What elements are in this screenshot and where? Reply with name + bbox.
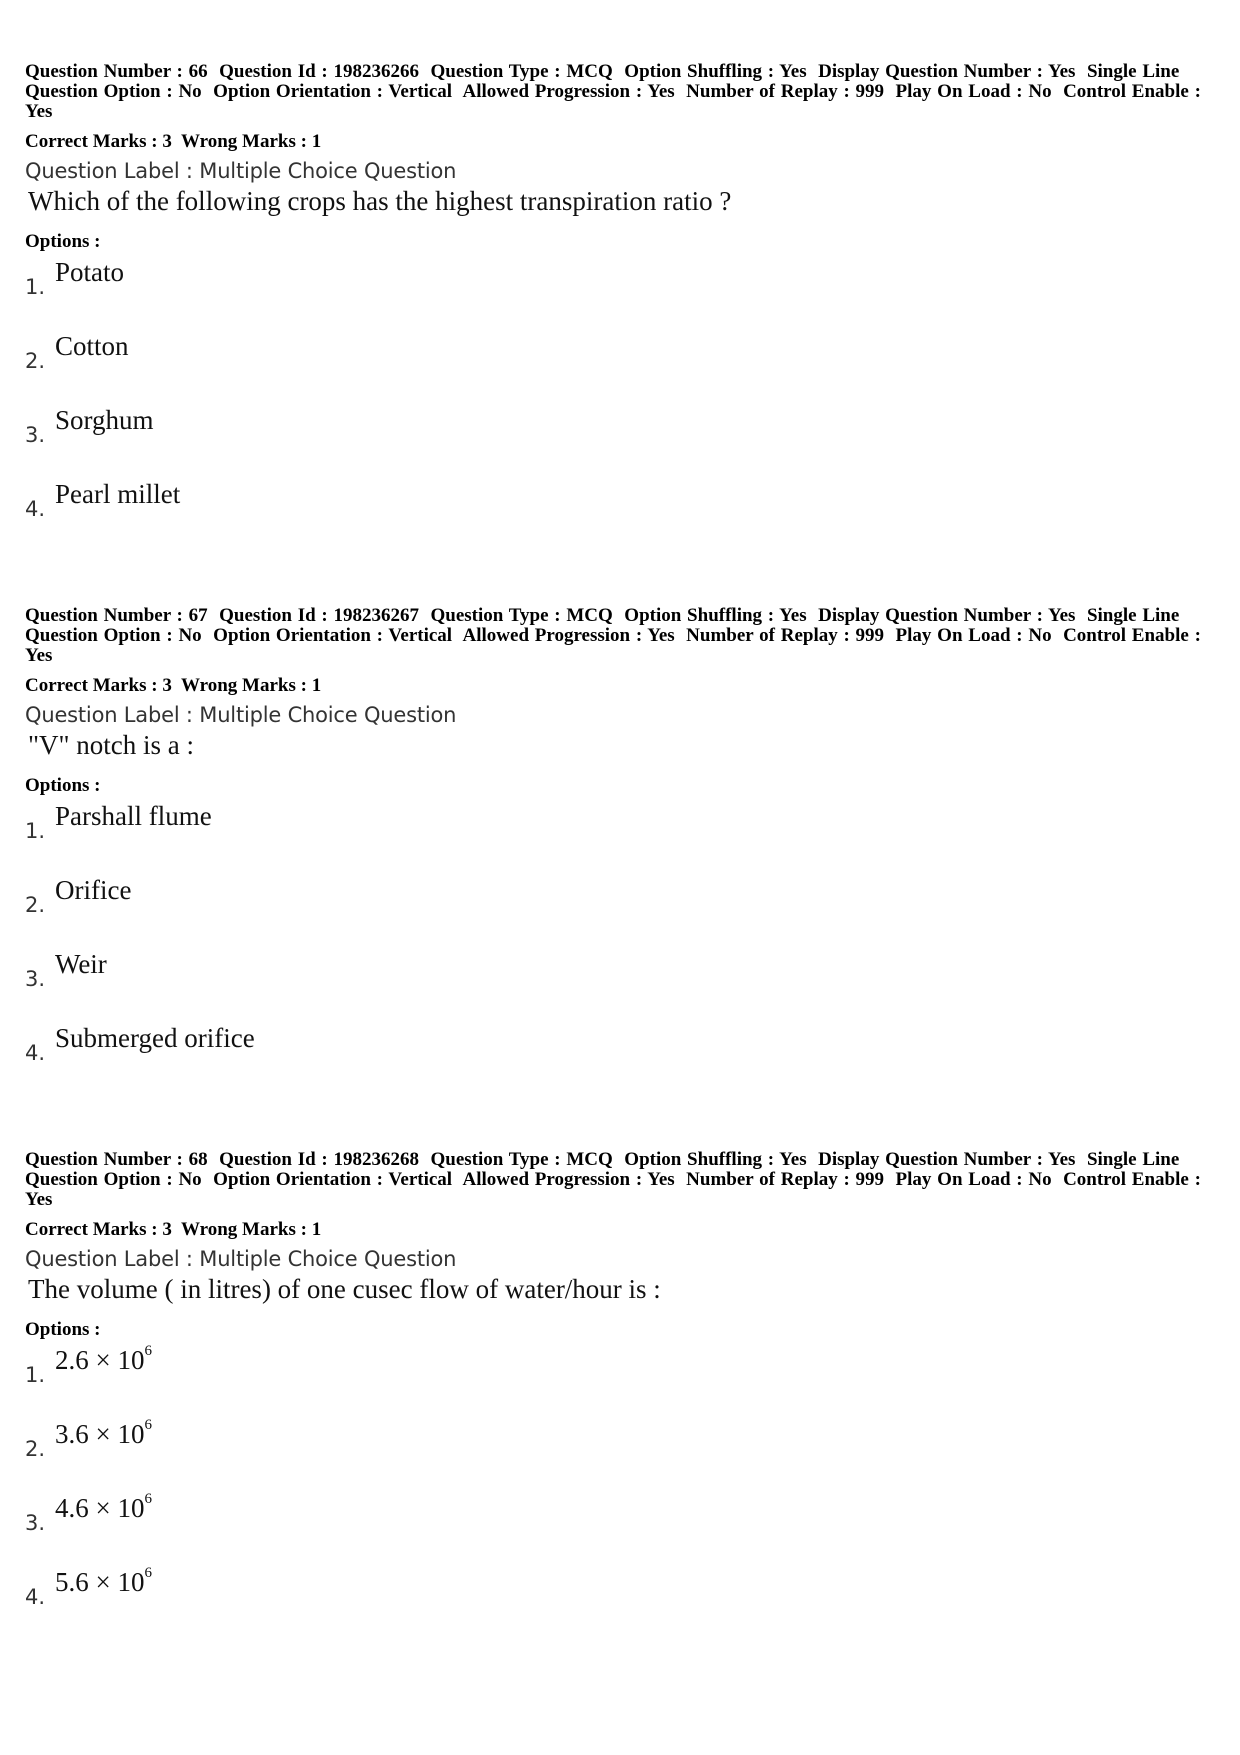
question-marks: Correct Marks : 3 Wrong Marks : 1 (25, 675, 322, 696)
option-2 (25, 1415, 1220, 1489)
option-1 (25, 1341, 1220, 1415)
option-formula (55, 1493, 152, 1524)
question-marks: Correct Marks : 3 Wrong Marks : 1 (25, 1219, 322, 1240)
options-heading: Options : (25, 775, 101, 796)
option-number: 1. (25, 275, 46, 299)
option-1 (25, 797, 1220, 871)
option-text: Orifice (55, 875, 132, 905)
question-text: "V" notch is a : (28, 730, 195, 760)
option-2 (25, 871, 1220, 945)
question-block-66 (25, 62, 1220, 549)
option-number: 3. (25, 967, 46, 991)
question-label: Question Label : Multiple Choice Question (25, 1247, 457, 1271)
option-formula (55, 1419, 152, 1450)
option-number: 1. (25, 819, 46, 843)
question-block-68 (25, 1150, 1220, 1637)
option-text: Potato (55, 257, 125, 287)
formula-base: 5.6 × 10 (55, 1567, 145, 1597)
option-number: 3. (25, 1511, 46, 1535)
option-number: 2. (25, 349, 46, 373)
option-number: 3. (25, 423, 46, 447)
option-number: 4. (25, 1585, 46, 1609)
formula-base: 4.6 × 10 (55, 1493, 145, 1523)
option-3 (25, 1489, 1220, 1563)
formula-exponent: 6 (144, 1565, 152, 1581)
question-meta: Question Number : 68 Question Id : 198236268 Question Type : MCQ Option Shuffling : Yes Display Question Number : Yes Single Line Question Option : No Option Orientation : Vertical Allowed Progression : Yes Number of Replay : 999 Play On Load : No Control Enable : Yes (25, 1149, 1206, 1210)
options-heading: Options : (25, 1319, 101, 1340)
option-1 (25, 253, 1220, 327)
question-label: Question Label : Multiple Choice Question (25, 703, 457, 727)
question-text: Which of the following crops has the highest transpiration ratio ? (28, 186, 732, 216)
option-4 (25, 1563, 1220, 1637)
question-meta: Question Number : 67 Question Id : 198236267 Question Type : MCQ Option Shuffling : Yes Display Question Number : Yes Single Line Question Option : No Option Orientation : Vertical Allowed Progression : Yes Number of Replay : 999 Play On Load : No Control Enable : Yes (25, 605, 1206, 666)
formula-base: 3.6 × 10 (55, 1419, 145, 1449)
option-text: Submerged orifice (55, 1023, 255, 1053)
question-block-67 (25, 606, 1220, 1093)
option-text: Pearl millet (55, 479, 181, 509)
option-text: Sorghum (55, 405, 154, 435)
question-marks: Correct Marks : 3 Wrong Marks : 1 (25, 131, 322, 152)
option-3 (25, 945, 1220, 1019)
options-heading: Options : (25, 231, 101, 252)
option-formula (55, 1345, 152, 1376)
option-number: 4. (25, 1041, 46, 1065)
option-formula (55, 1567, 152, 1598)
option-number: 4. (25, 497, 46, 521)
option-number: 2. (25, 1437, 46, 1461)
formula-exponent: 6 (144, 1491, 152, 1507)
option-3 (25, 401, 1220, 475)
option-number: 1. (25, 1363, 46, 1387)
option-text: Parshall flume (55, 801, 212, 831)
option-2 (25, 327, 1220, 401)
formula-exponent: 6 (144, 1343, 152, 1359)
formula-exponent: 6 (144, 1417, 152, 1433)
question-meta: Question Number : 66 Question Id : 198236266 Question Type : MCQ Option Shuffling : Yes Display Question Number : Yes Single Line Question Option : No Option Orientation : Vertical Allowed Progression : Yes Number of Replay : 999 Play On Load : No Control Enable : Yes (25, 61, 1206, 122)
option-number: 2. (25, 893, 46, 917)
option-4 (25, 1019, 1220, 1093)
question-text: The volume ( in litres) of one cusec flow of water/hour is : (28, 1274, 661, 1304)
option-text: Weir (55, 949, 107, 979)
option-text: Cotton (55, 331, 129, 361)
question-label: Question Label : Multiple Choice Question (25, 159, 457, 183)
formula-base: 2.6 × 10 (55, 1345, 145, 1375)
option-4 (25, 475, 1220, 549)
